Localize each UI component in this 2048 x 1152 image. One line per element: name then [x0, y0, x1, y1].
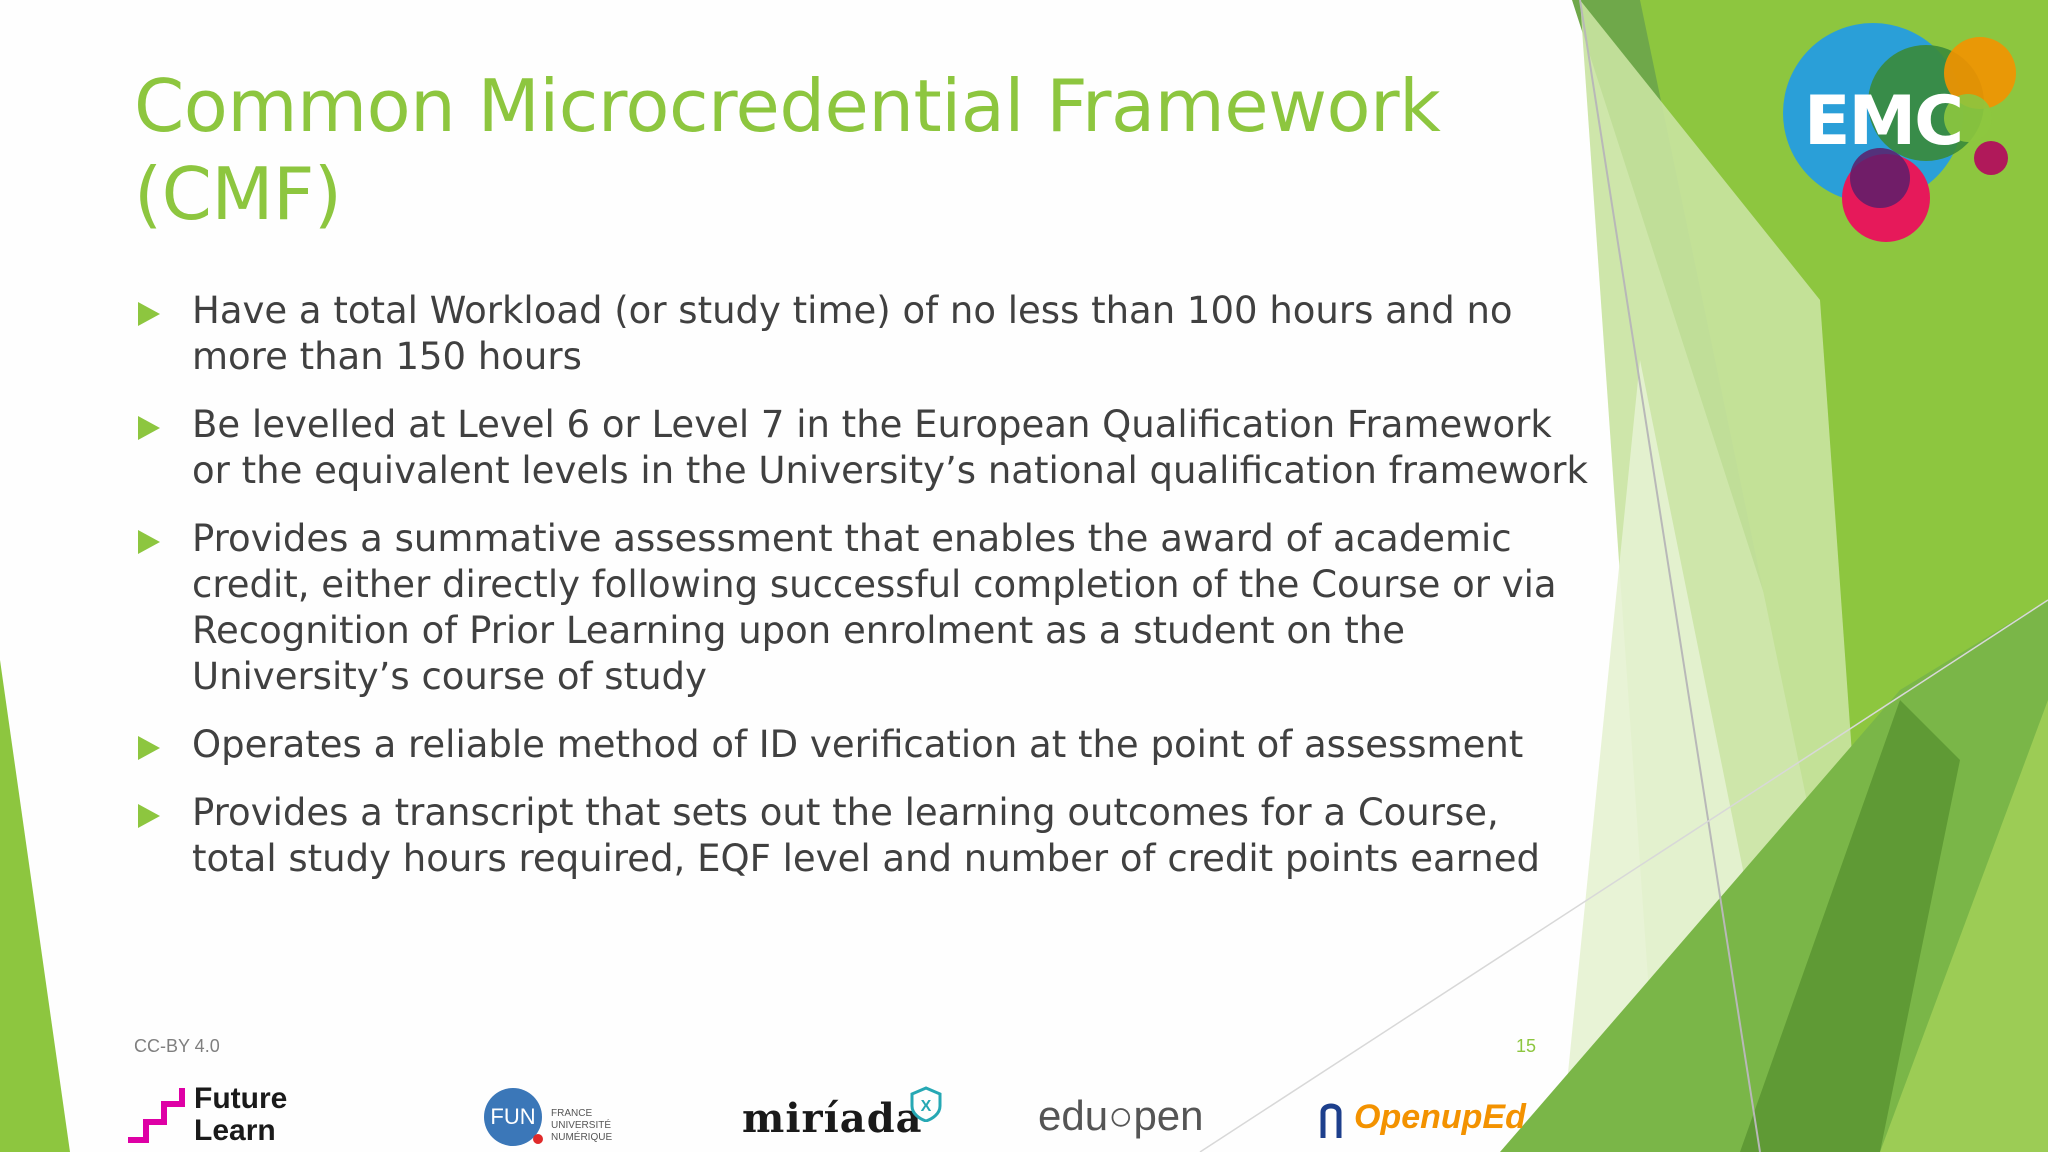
left-green-shard	[0, 660, 70, 1152]
bullet-arrow-icon	[138, 530, 160, 554]
bullet-text: Have a total Workload (or study time) of no less than 100 hours and no more than 150 hours	[192, 289, 1513, 378]
bullet-item	[134, 516, 1594, 700]
openuped-logo-mark	[1320, 1100, 1342, 1140]
fun-line-3: NUMÉRIQUE	[551, 1132, 613, 1143]
bullet-arrow-icon	[138, 302, 160, 326]
miriada-badge-letter: X	[920, 1098, 932, 1115]
bullet-arrow-icon	[138, 804, 160, 828]
fun-logo-dot	[533, 1134, 543, 1144]
page-number: 15	[1516, 1036, 1537, 1056]
bullet-arrow-icon	[138, 736, 160, 760]
miriada-x-badge-icon	[910, 1086, 942, 1122]
emc-magenta-dot	[1974, 141, 2008, 175]
miriada-logo: miríada	[742, 1095, 923, 1142]
bullet-arrow-icon	[138, 416, 160, 440]
fun-line-2: UNIVERSITÉ	[551, 1120, 612, 1131]
futurelearn-word-future: Future	[194, 1082, 288, 1115]
openuped-logo: OpenupEd	[1354, 1098, 1526, 1136]
bullet-item	[134, 402, 1594, 494]
futurelearn-word-learn: Learn	[194, 1114, 276, 1147]
bullet-text: Provides a transcript that sets out the learning outcomes for a Course, total study hours required, EQF level and number of credit points earned	[192, 791, 1540, 880]
fun-logo-text	[551, 1108, 612, 1144]
bullet-item	[134, 790, 1594, 882]
license-label: CC-BY 4.0	[134, 1036, 220, 1056]
fun-logo-circle: FUN	[484, 1088, 542, 1146]
emc-logo-text: EMC	[1804, 82, 1963, 161]
bullet-text: Provides a summative assessment that enables the award of academic credit, either directly following successful completion of the Course or via Recognition of Prior Learning upon enrolment as a student on the University’s course of study	[192, 517, 1557, 698]
bullet-item	[134, 722, 1594, 768]
futurelearn-logo-text	[194, 1083, 287, 1147]
futurelearn-logo-mark	[126, 1086, 192, 1144]
fun-line-1: FRANCE	[551, 1108, 593, 1119]
bullet-text: Operates a reliable method of ID verification at the point of assessment	[192, 723, 1524, 766]
bullet-item	[134, 288, 1594, 380]
slide-title: Common Microcredential Framework (CMF)	[134, 64, 1441, 236]
bullet-list	[134, 288, 1594, 904]
eduopen-logo: edu○pen	[1038, 1092, 1204, 1139]
bullet-text: Be levelled at Level 6 or Level 7 in the European Qualification Framework or the equivalent levels in the University’s national qualification framework	[192, 403, 1588, 492]
